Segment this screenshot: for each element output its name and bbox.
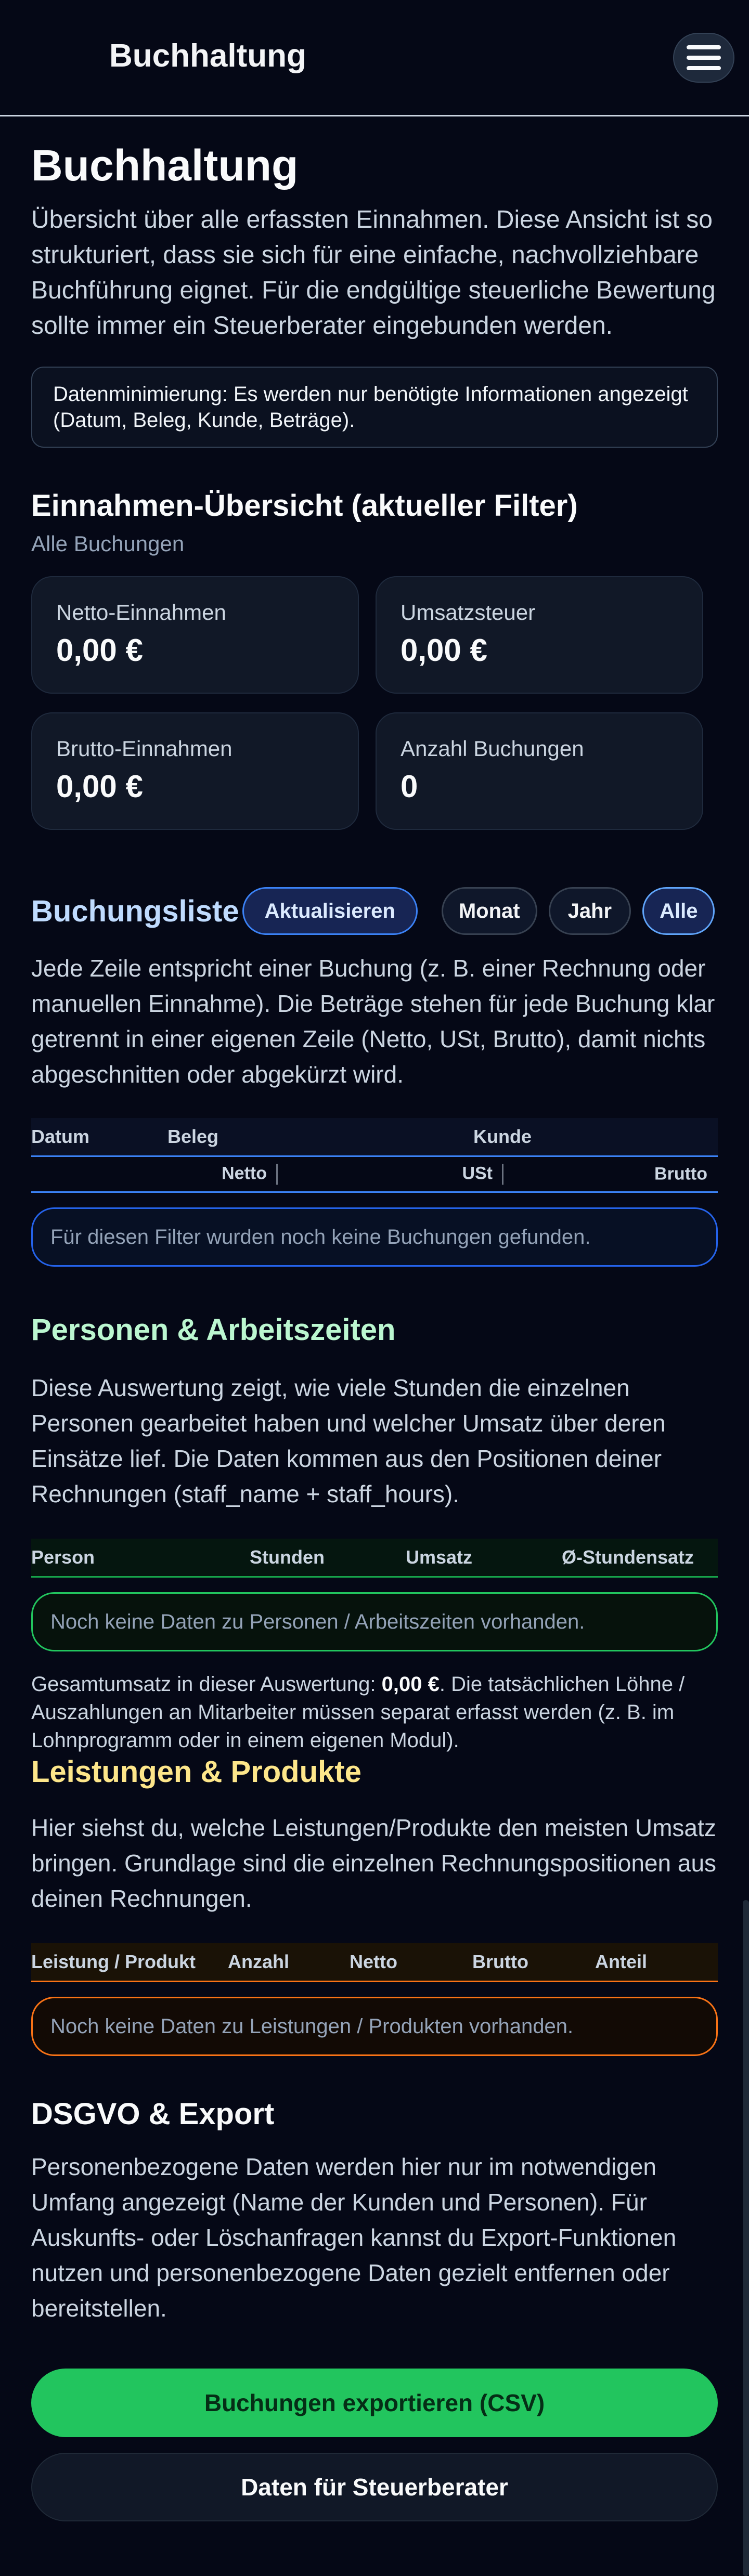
data-minimization-notice: Datenminimierung: Es werden nur benötigte Informationen angezeigt (Datum, Beleg, Kunde, Beträge). (31, 367, 718, 448)
bookings-title: Buchungsliste (31, 894, 239, 928)
filter-label: Alle Buchungen (31, 531, 185, 556)
scrollbar[interactable] (743, 1900, 749, 2576)
range-year-button[interactable]: Jahr (549, 887, 631, 935)
amount-header-ust (462, 1163, 503, 1185)
persons-description: Diese Auswertung zeigt, wie viele Stunden die einzelnen Personen gearbeitet haben und welcher Umsatz über deren Einsätze lief. Die Daten kommen aus den Positionen deiner Rechnungen (staff_name + staff_hours). (31, 1374, 666, 1507)
menu-line (687, 56, 721, 60)
column-header-hours: Stunden (250, 1546, 325, 1568)
stat-label: Brutto-Einnahmen (56, 736, 233, 761)
column-divider (276, 1164, 278, 1185)
dsgvo-title: DSGVO & Export (31, 2097, 275, 2131)
total-suffix: . Die tatsächlichen Löhne / Auszahlungen an Mitarbeiter müssen separat erfasst werden (z. B. im Lohnprogramm oder in einem eigenen Modul). (31, 1673, 685, 1752)
amount-label-netto: Netto (222, 1163, 267, 1183)
stat-label: Anzahl Buchungen (401, 736, 584, 761)
column-header-receipt: Beleg (167, 1126, 219, 1147)
top-bar (0, 0, 749, 116)
main-content (0, 140, 749, 2521)
stat-label: Umsatzsteuer (401, 600, 536, 625)
column-header-hourly-rate: Ø-Stundensatz (562, 1546, 694, 1568)
column-header-person: Person (31, 1546, 95, 1568)
stat-card-brutto (31, 712, 359, 830)
tax-advisor-button[interactable]: Daten für Steuerberater (31, 2453, 718, 2521)
overview-title: Einnahmen-Übersicht (aktueller Filter) (31, 489, 578, 523)
column-header-revenue: Umsatz (406, 1546, 473, 1568)
column-header-product: Leistung / Produkt (31, 1951, 196, 1972)
stat-value: 0 (401, 769, 418, 804)
export-csv-button[interactable]: Buchungen exportieren (CSV) (31, 2369, 718, 2437)
bookings-table-header (31, 1118, 718, 1157)
amount-header-brutto: Brutto (654, 1164, 707, 1184)
amount-header-netto (222, 1163, 278, 1185)
app-title: Buchhaltung (109, 38, 306, 74)
stat-grid (31, 576, 718, 830)
stat-value: 0,00 € (56, 633, 143, 668)
stat-card-ust (376, 576, 703, 694)
refresh-button[interactable]: Aktualisieren (242, 887, 418, 935)
column-divider (502, 1164, 503, 1185)
persons-total-note (31, 1670, 718, 1754)
stat-card-netto (31, 576, 359, 694)
stat-value: 0,00 € (56, 769, 143, 804)
bookings-description: Jede Zeile entspricht einer Buchung (z. B. einer Rechnung oder manuellen Einnahme). Die Beträge stehen für jede Buchung klar getrennt in einer eigenen Zeile (Netto, USt, Brutto), damit nichts abgeschnitten oder abgekürzt wird. (31, 955, 715, 1088)
bookings-header (31, 887, 718, 935)
page-title: Buchhaltung (31, 141, 299, 190)
persons-table-header (31, 1539, 718, 1578)
total-prefix: Gesamtumsatz in dieser Auswertung: (31, 1673, 382, 1696)
menu-line (687, 66, 721, 70)
products-title: Leistungen & Produkte (31, 1755, 361, 1789)
menu-line (687, 45, 721, 49)
column-header-brutto: Brutto (472, 1951, 528, 1972)
persons-empty-state: Noch keine Daten zu Personen / Arbeitszeiten vorhanden. (31, 1592, 718, 1651)
products-empty-state: Noch keine Daten zu Leistungen / Produkten vorhanden. (31, 1997, 718, 2056)
column-header-netto: Netto (350, 1951, 397, 1972)
column-header-date: Datum (31, 1126, 90, 1147)
column-header-quantity: Anzahl (228, 1951, 290, 1972)
column-header-customer: Kunde (473, 1126, 532, 1147)
products-description: Hier siehst du, welche Leistungen/Produkte den meisten Umsatz bringen. Grundlage sind die einzelnen Rechnungspositionen aus deinen Rechnungen. (31, 1814, 717, 1912)
amount-label-ust: USt (462, 1163, 493, 1183)
bookings-amount-header (31, 1157, 718, 1193)
stat-card-count (376, 712, 703, 830)
hamburger-menu-icon[interactable] (673, 33, 734, 83)
page-lead: Übersicht über alle erfassten Einnahmen. Diese Ansicht ist so strukturiert, dass sie sich für eine einfache, nachvollziehbare Buchführung eignet. Für die endgültige steuerliche Bewertung sollte immer ein Steuerberater eingebunden werden. (31, 206, 716, 340)
dsgvo-description: Personenbezogene Daten werden hier nur im notwendigen Umfang angezeigt (Name der Kunden und Personen). Für Auskunfts- oder Löschanfragen kannst du Export-Funktionen nutzen und personenbezogene Daten gezielt entfernen oder bereitstellen. (31, 2153, 677, 2322)
range-all-button[interactable]: Alle (642, 887, 715, 935)
total-value: 0,00 € (381, 1673, 440, 1696)
stat-label: Netto-Einnahmen (56, 600, 226, 625)
bookings-empty-state: Für diesen Filter wurden noch keine Buchungen gefunden. (31, 1207, 718, 1267)
range-month-button[interactable]: Monat (442, 887, 537, 935)
products-table-header (31, 1943, 718, 1982)
persons-title: Personen & Arbeitszeiten (31, 1313, 396, 1347)
column-header-share: Anteil (595, 1951, 648, 1972)
stat-value: 0,00 € (401, 633, 487, 668)
